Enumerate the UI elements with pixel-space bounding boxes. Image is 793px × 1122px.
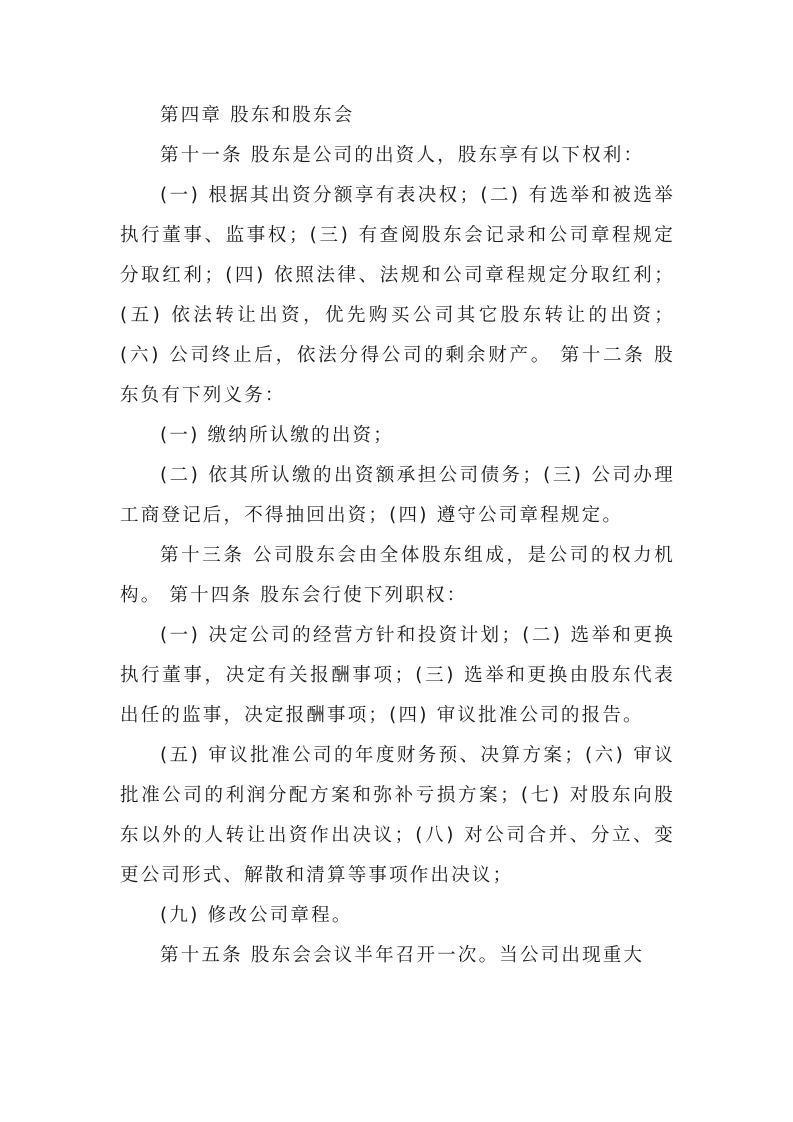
shareholder-rights-paragraph: (一) 根据其出资分额享有表决权；(二) 有选举和被选举执行董事、监事权；(三) 有查阅股东会记录和公司章程规定分取红利；(四) 依照法律、法规和公司章程规定分取红利；(五) 依法转让出资，优先购买公司其它股东转让的出资；(六) 公司终止后，依法分得公司的剩余财产。 第十二条 股东负有下列义务： bbox=[120, 185, 675, 406]
powers-1-4-paragraph: (一) 决定公司的经营方针和投资计划；(二) 选举和更换执行董事，决定有关报酬事项；(三) 选举和更换由股东代表出任的监事，决定报酬事项；(四) 审议批准公司的报告。 bbox=[120, 625, 675, 726]
article-13-14-paragraph: 第十三条 公司股东会由全体股东组成，是公司的权力机构。 第十四条 股东会行使下列职权： bbox=[120, 545, 675, 606]
chapter-title: 第四章 股东和股东会 bbox=[160, 105, 355, 126]
article-11-paragraph: 第十一条 股东是公司的出资人，股东享有以下权利： bbox=[160, 145, 645, 166]
document-page bbox=[120, 96, 675, 976]
obligations-2-4-paragraph: (二) 依其所认缴的出资额承担公司债务；(三) 公司办理工商登记后，不得抽回出资；(四) 遵守公司章程规定。 bbox=[120, 465, 675, 526]
obligation-1-paragraph: (一) 缴纳所认缴的出资； bbox=[160, 425, 394, 446]
article-15-paragraph: 第十五条 股东会会议半年召开一次。当公司出现重大 bbox=[160, 945, 645, 966]
powers-5-8-paragraph: (五) 审议批准公司的年度财务预、决算方案；(六) 审议批准公司的利润分配方案和弥补亏损方案；(七) 对股东向股东以外的人转让出资作出决议；(八) 对公司合并、分立、变更公司形式、解散和清算等事项作出决议； bbox=[120, 745, 675, 886]
powers-9-paragraph: (九) 修改公司章程。 bbox=[160, 905, 353, 926]
